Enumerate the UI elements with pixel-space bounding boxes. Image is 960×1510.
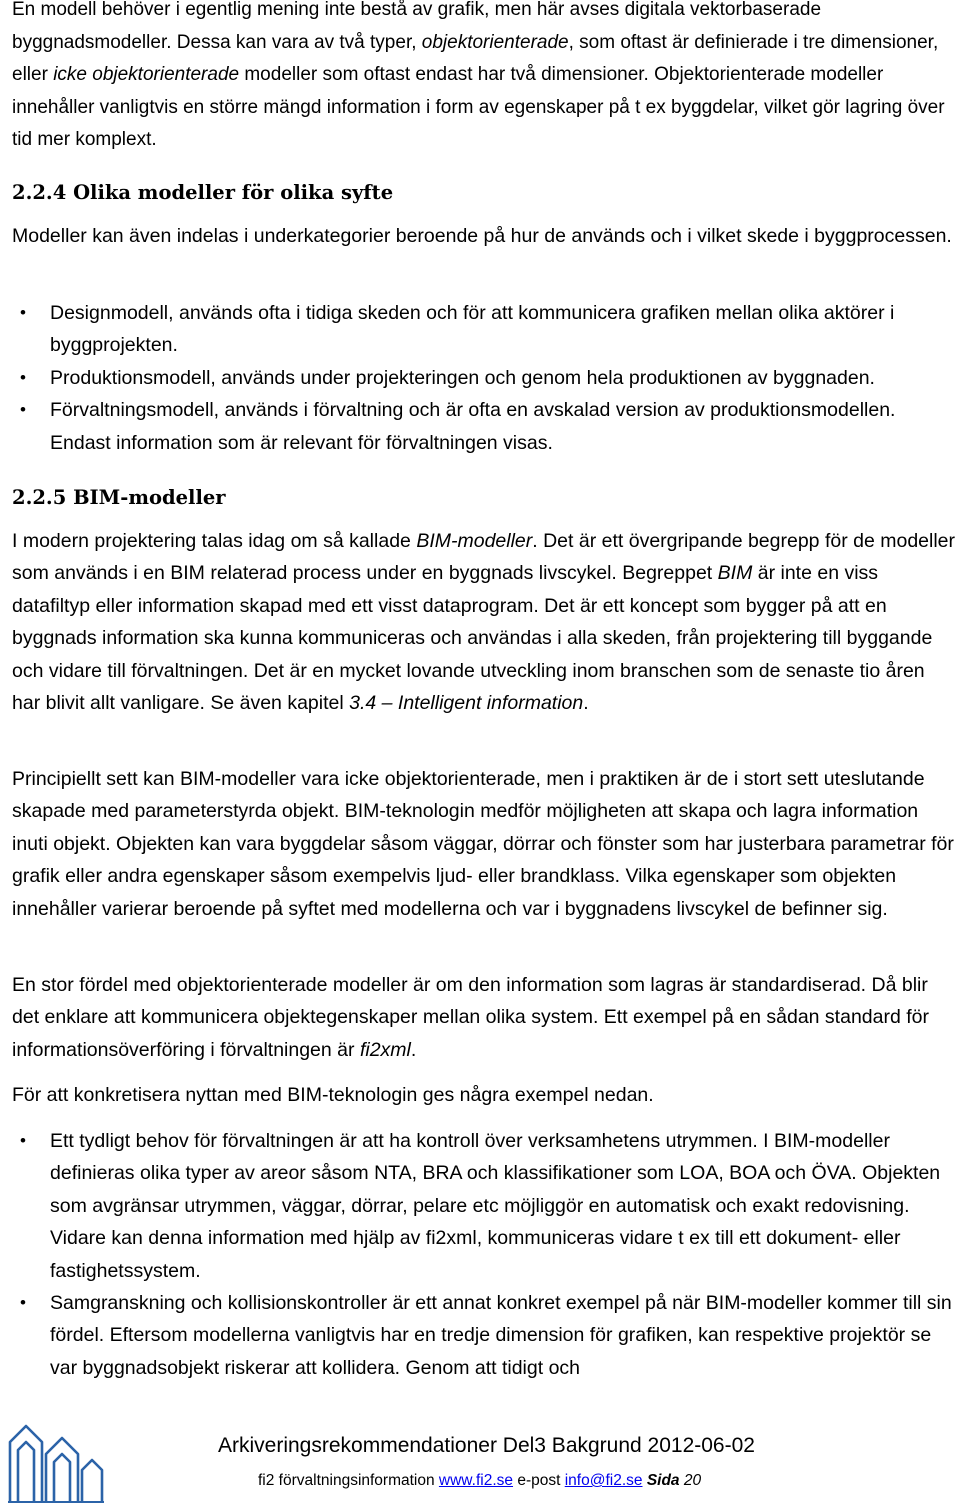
intro-paragraph xyxy=(12,0,957,157)
bim-paragraph-1 xyxy=(12,525,957,719)
intro-text-1: En modell behöver i egentlig mening inte bestå av grafik, men här avses digitala vektorbaserade byggnadsmodeller. Dessa kan vara av två typer, xyxy=(12,0,822,53)
model-types-list xyxy=(12,297,957,459)
bim-p1-emphasis-bim-modeller: BIM-modeller xyxy=(416,530,533,552)
intro-text-3: modeller som oftast endast har två dimensioner. Objektorienterade modeller innehåller vanligtvis en större mängd information i form av egenskaper på t ex byggdelar, vilket gör lagring över tid mer komplext. xyxy=(12,64,945,150)
intro-emphasis-objektorienterade: objektorienterade xyxy=(421,31,569,53)
footer-organisation: fi2 förvaltningsinformation xyxy=(258,1472,439,1489)
bim-paragraph-3 xyxy=(12,969,957,1066)
footer-website-link[interactable]: www.fi2.se xyxy=(438,1472,514,1489)
list-item-designmodell: • Designmodell, används ofta i tidiga skeden och för att kommunicera grafiken mellan olika aktörer i byggprojekten. xyxy=(12,297,957,362)
bim-p1-text-d: . xyxy=(583,692,589,715)
heading-2-2-5: 2.2.5 BIM-modeller xyxy=(12,486,226,509)
bim-p1-text-a: I modern projektering talas idag om så kallade xyxy=(12,530,417,552)
bim-p3-text-a: En stor fördel med objektorienterade modeller är om den information som lagras är standardiserad. Då blir det enklare att kommunicera objektegenskaper mellan olika system. Ett exempel på en sådan standard för informationsöverföring i förvaltningen är xyxy=(12,974,929,1061)
list-item-samgranskning: • Samgranskning och kollisionskontroller är ett annat konkret exempel på när BIM-modeller kommer till sin fördel. Eftersom modellerna vanligtvis har en tredje dimension för grafiken, kan respektive projektör se var byggnadsobjekt riskerar att kollidera. Genom att tidigt och xyxy=(12,1287,957,1384)
bim-p3-text-b: . xyxy=(410,1038,417,1061)
list-item-forvaltningsmodell: • Förvaltningsmodell, används i förvaltning och är ofta en avskalad version av produktionsmodellen. Endast information som är relevant för förvaltningen visas. xyxy=(12,394,957,459)
footer-contact-line xyxy=(258,1470,701,1492)
footer-email-link[interactable]: info@fi2.se xyxy=(564,1472,643,1489)
footer-document-title: Arkiveringsrekommendationer Del3 Bakgrund 2012-06-02 xyxy=(218,1434,755,1457)
heading-2-2-4: 2.2.4 Olika modeller för olika syfte xyxy=(12,181,394,204)
bim-p1-emphasis-chapter-ref: 3.4 – Intelligent information xyxy=(349,692,584,715)
bim-p1-text-b: . Det är ett övergripande begrepp för de modeller som används i en BIM relaterad process under en byggnads livscykel. Begreppet xyxy=(12,530,956,585)
bim-p1-emphasis-bim: BIM xyxy=(717,562,753,585)
bim-p1-text-c: är inte en viss datafiltyp eller information skapad med ett visst dataprogram. Det är ett koncept som bygger på att en byggnads information ska kunna kommuniceras och användas i alla skeden, från projektering till byggande och vidare till förvaltningen. Det är en mycket lovande utveckling inom branschen som de senaste tio åren har blivit allt vanligare. Se även kapitel xyxy=(12,562,933,715)
section-224-paragraph: Modeller kan även indelas i underkategorier beroende på hur de används och i vilket skede i byggprocessen. xyxy=(12,225,952,247)
fi2-house-logo-icon xyxy=(6,1420,104,1504)
footer-page-number: 20 xyxy=(683,1472,702,1489)
list-item-produktionsmodell: • Produktionsmodell, används under projekteringen och genom hela produktionen av byggnaden. xyxy=(12,362,957,394)
footer-page-label: Sida xyxy=(646,1472,680,1489)
bim-examples-list xyxy=(12,1125,957,1384)
intro-text-2: , som oftast är definierade i tre dimensioner, eller xyxy=(12,31,939,85)
footer-email-label: e-post xyxy=(513,1472,565,1489)
bim-paragraph-2: Principiellt sett kan BIM-modeller vara icke objektorienterade, men i praktiken är de i stort sett uteslutande skapade med parameterstyrda objekt. BIM-teknologin medför möjligheten att skapa och lagra information inuti objekt. Objekten kan vara byggdelar såsom väggar, dörrar och fönster som har justerbara parametrar för grafik eller andra egenskaper såsom exempelvis ljud- eller brandklass. Vilka egenskaper som objekten innehåller varierar beroende på syftet med modellerna och var i byggnadens livscykel de befinner sig. xyxy=(12,768,954,920)
list-item-utrymmen: • Ett tydligt behov för förvaltningen är att ha kontroll över verksamhetens utrymmen. I BIM-modeller definieras olika typer av areor såsom NTA, BRA och klassifikationer som LOA, BOA och ÖVA. Objekten som avgränsar utrymmen, väggar, dörrar, pelare etc möjliggör en automatisk och exakt redovisning. Vidare kan denna information med hjälp av fi2xml, kommuniceras vidare t ex till ett dokument- eller fastighetssystem. xyxy=(12,1125,957,1287)
intro-emphasis-icke-objektorienterade: icke objektorienterade xyxy=(53,64,240,85)
bim-paragraph-4: För att konkretisera nyttan med BIM-teknologin ges några exempel nedan. xyxy=(12,1084,654,1106)
bim-p3-emphasis-fi2xml: fi2xml xyxy=(359,1038,411,1061)
